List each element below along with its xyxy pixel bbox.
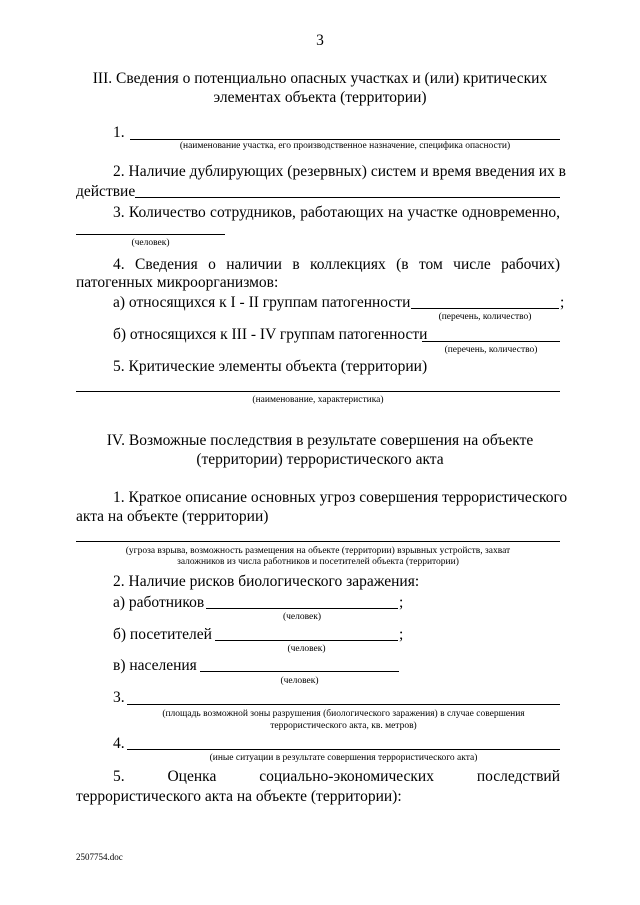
s4-item2b-label: б) посетителей: [113, 626, 212, 643]
s4-item2-line: 2. Наличие рисков биологического заражения:: [113, 573, 420, 590]
s4-item1-caption-line1: (угроза взрыва, возможность размещения на объекте (территории) взрывных устройств, захват: [125, 546, 511, 556]
s3-item5-line: 5. Критические элементы объекта (территории): [113, 358, 428, 375]
s3-item3-line1: 3. Количество сотрудников, работающих на участке одновременно,: [113, 204, 560, 221]
s3-item4b-label: б) относящихся к III - IV группам патогенности: [113, 326, 428, 343]
s3-item4a-label: а) относящихся к I - II группам патогенности: [113, 294, 411, 311]
s4-item3-caption-line1: (площадь возможной зоны разрушения (биологического заражения) в случае совершения: [162, 709, 525, 719]
s4-item3-field[interactable]: [127, 704, 560, 705]
page-number: 3: [316, 32, 324, 49]
section4-title-line1: IV. Возможные последствия в результате совершения на объекте: [106, 432, 534, 449]
s4-item1-field[interactable]: [76, 541, 560, 542]
s4-item2c-caption: (человек): [280, 676, 319, 686]
s3-item5-field[interactable]: [76, 391, 560, 392]
s4-item1-line2: акта на объекте (территории): [76, 508, 269, 525]
s3-item4a-end: ;: [560, 294, 565, 311]
s3-item4a-field[interactable]: [411, 308, 559, 309]
s3-item4a-caption: (перечень, количество): [438, 312, 532, 322]
s4-item1-line1: 1. Краткое описание основных угроз совершения террористического: [113, 489, 568, 506]
s4-item2c-label: в) населения: [113, 657, 197, 674]
s4-item2a-end: ;: [399, 594, 404, 611]
s4-item1-caption-line2: заложников из числа работников и посетителей объекта (территории): [177, 557, 459, 567]
footer-doc-id: 2507754.doc: [76, 852, 123, 862]
s3-item2-line2: действие: [76, 183, 136, 200]
s4-item2a-caption: (человек): [282, 612, 322, 622]
s3-item2-field[interactable]: [135, 197, 560, 198]
s4-item4-field[interactable]: [127, 749, 560, 750]
s3-item1-caption: (наименование участка, его производственное назначение, специфика опасности): [179, 141, 511, 151]
section4-title-line2: (территории) террористического акта: [196, 451, 444, 468]
s3-item4b-caption: (перечень, количество): [444, 345, 538, 355]
s4-item2a-field[interactable]: [206, 608, 398, 609]
s4-item3-number: 3.: [113, 689, 125, 706]
s4-item2a-label: а) работников: [113, 594, 205, 611]
s3-item5-caption: (наименование, характеристика): [252, 395, 384, 405]
s4-item5-line1: 5. Оценка социально-экономических последствий: [113, 768, 560, 785]
section3-title-line2: элементах объекта (территории): [213, 89, 427, 106]
s3-item4b-field[interactable]: [422, 341, 560, 342]
s4-item2b-field[interactable]: [215, 640, 398, 641]
s3-item3-caption: (человек): [131, 238, 170, 248]
s3-item1-number: 1.: [113, 124, 125, 141]
section3-title-line1: III. Сведения о потенциально опасных участках и (или) критических: [92, 70, 548, 87]
s4-item5-line2: террористического акта на объекте (территории):: [76, 788, 402, 805]
s3-item2-line1: 2. Наличие дублирующих (резервных) систем и время введения их в: [113, 163, 566, 180]
s4-item3-caption-line2: террористического акта, кв. метров): [270, 721, 417, 731]
s4-item4-caption: (иные ситуации в результате совершения террористического акта): [209, 753, 478, 763]
s3-item1-field[interactable]: [130, 139, 560, 140]
s3-item4-line1: 4. Сведения о наличии в коллекциях (в том числе рабочих): [113, 256, 560, 273]
s4-item2c-field[interactable]: [200, 671, 399, 672]
s3-item3-field[interactable]: [76, 234, 225, 235]
s4-item4-number: 4.: [113, 735, 125, 752]
s4-item2b-caption: (человек): [287, 644, 326, 654]
s4-item2b-end: ;: [399, 626, 404, 643]
s3-item4-line2: патогенных микроорганизмов:: [76, 274, 279, 291]
